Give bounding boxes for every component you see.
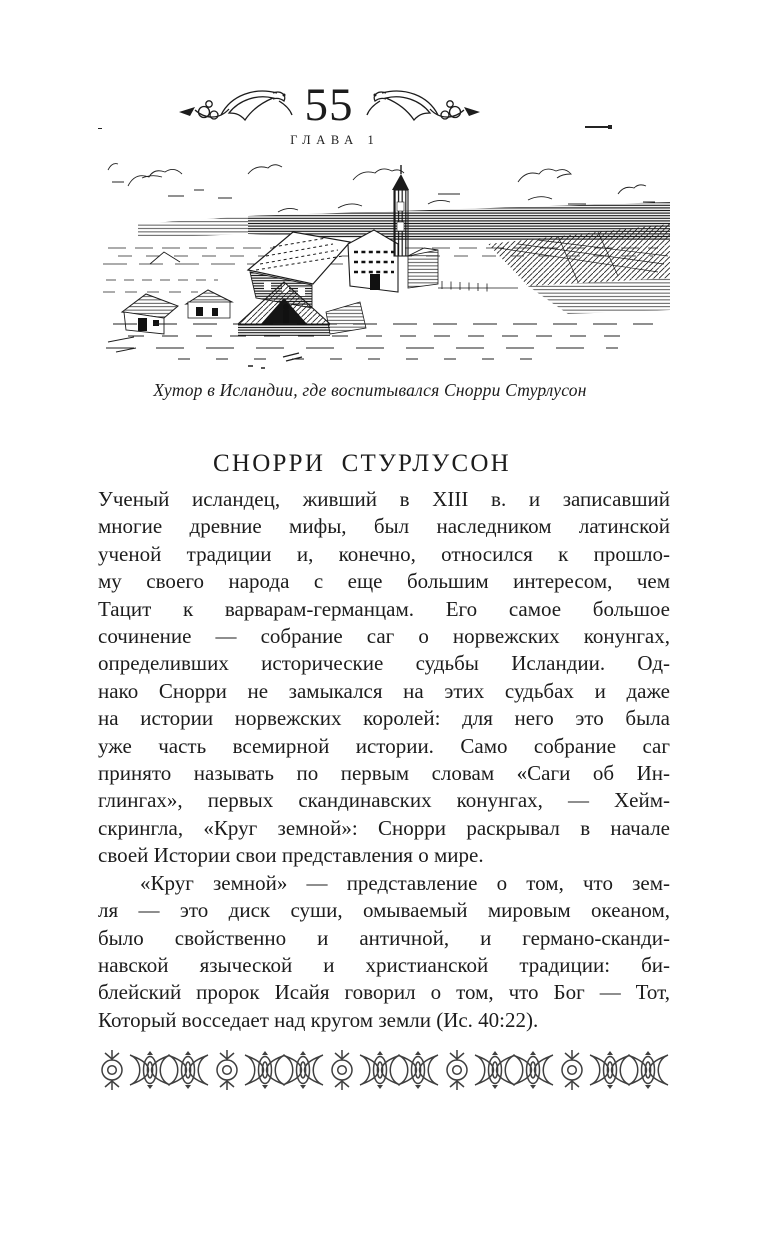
body-line: му своего народа с еще большим интересом, чем [98,569,670,594]
body-line: уже часть всемирной истории. Само собрание саг [98,733,670,758]
body-line: навской языческой и христианской традиции: би- [98,952,670,977]
body-line: было свойственно и античной, и германо-сканди- [98,925,670,950]
body-line: Тацит к варварам-германцам. Его самое большое [98,596,670,621]
body-line: сочинение — собрание саг о норвежских конунгах, [98,624,670,649]
page-number: 55 [304,79,354,131]
page-header [73,79,585,131]
knotwork-border [96,1048,670,1092]
norse-flourish-right-icon [364,83,482,127]
farmstead-illustration [98,152,670,374]
body-line: глингах», первых скандинавских конунгах, — Хейм- [98,788,670,813]
body-line: определивших исторические судьбы Исландии. Од- [98,651,670,676]
body-line: ученой традиции и, конечно, относился к прошло- [98,541,670,566]
body-line: на истории норвежских королей: для него это была [98,706,670,731]
body-line: Ученый исландец, живший в XIII в. и записавший [98,487,670,511]
body-line: принято называть по первым словам «Саги об Ин- [98,761,670,786]
chapter-label: ГЛАВА 1 [290,133,380,147]
body-line: блейский пророк Исайя говорил о том, что Бог — Тот, [98,980,670,1005]
page-content [98,0,670,1240]
section-title: СНОРРИ СТУРЛУСОН [212,450,511,477]
norse-flourish-left-icon [177,83,295,127]
figure-caption: Хутор в Исландии, где воспитывался Снорри Стурлусон [153,380,587,400]
body-line: скрингла, «Круг земной»: Снорри раскрывал в начале [98,815,670,840]
body-line: своей Истории свои представления о мире. [98,843,484,868]
figure [98,152,670,401]
body-line: «Круг земной» — представление о том, что зем- [140,870,670,895]
body-line: Который восседает над кругом земли (Ис. 40:22). [98,1007,539,1032]
body-line: ля — это диск суши, омываемый мировым океаном, [98,898,670,923]
body-line: многие древние мифы, был наследником латинской [98,514,670,539]
body-text [98,486,670,1034]
body-line: нако Снорри не замыкался на этих судьбах и даже [98,678,670,703]
